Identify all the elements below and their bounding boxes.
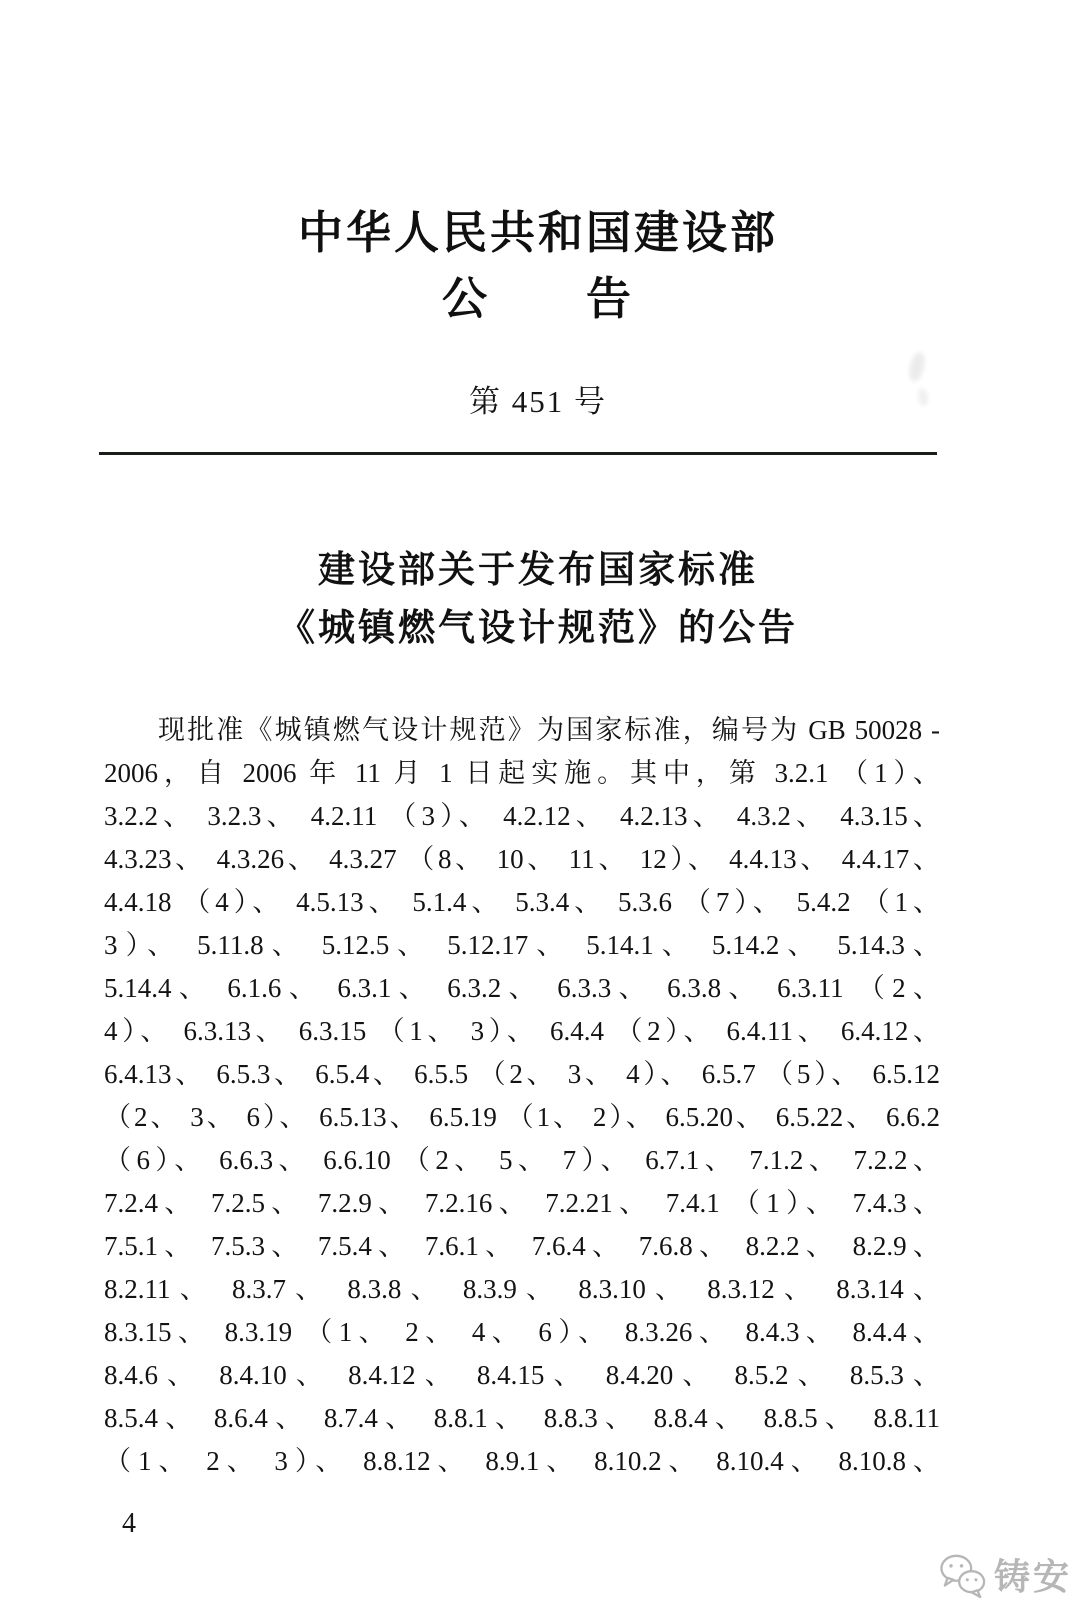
watermark: [938, 1549, 1072, 1600]
watermark-label: 铸安: [994, 1556, 1073, 1597]
announcement-title-line1: 建设部关于发布国家标准: [318, 549, 758, 590]
body-line: 4.3.23、 4.3.26、 4.3.27 （8、 10、 11、 12）、 4.4.13、 4.4.17、: [104, 844, 940, 874]
body-line: 4）、 6.3.13、 6.3.15 （1、 3）、 6.4.4 （2）、 6.4.11、 6.4.12、: [104, 1016, 940, 1046]
body-line: （2、 3、 6）、 6.5.13、 6.5.19 （1、 2）、 6.5.20、 6.5.22、 6.6.2: [104, 1102, 940, 1132]
body-line: 现批准《城镇燃气设计规范》为国家标准，编号为 GB 50028 -: [158, 715, 940, 745]
body-line: 8.5.4、 8.6.4、 8.7.4、 8.8.1、 8.8.3、 8.8.4、 8.8.5、 8.8.11: [104, 1403, 940, 1433]
header-doc-type: 公 告: [441, 273, 634, 324]
doc-number: 第 451 号: [469, 384, 607, 419]
body-line: 3.2.2、 3.2.3、 4.2.11 （3）、 4.2.12、 4.2.13、 4.3.2、 4.3.15、: [104, 801, 940, 831]
wechat-bubbles-icon: [938, 1552, 988, 1598]
body-line: 8.4.6、 8.4.10、 8.4.12、 8.4.15、 8.4.20、 8.5.2、 8.5.3、: [104, 1360, 940, 1390]
body-line: 2006，自 2006 年 11 月 1 日起实施。其中，第 3.2.1 （1）、: [104, 758, 940, 788]
header-org-name: 中华人民共和国建设部: [297, 207, 778, 258]
body-line: 6.4.13、 6.5.3、 6.5.4、 6.5.5 （2、 3、 4）、 6.5.7 （5）、 6.5.12: [104, 1059, 940, 1089]
body-line: （1、 2、 3）、 8.8.12、 8.9.1、 8.10.2、 8.10.4、 8.10.8、: [104, 1446, 940, 1476]
announcement-title: [0, 541, 1076, 657]
body-line: 8.3.15、 8.3.19 （1、 2、 4、 6）、 8.3.26、 8.4.3、 8.4.4、: [104, 1317, 940, 1347]
body-line: （6）、 6.6.3、 6.6.10 （2、 5、 7）、 6.7.1、 7.1.2、 7.2.2、: [104, 1145, 940, 1175]
body-line: 5.14.4、 6.1.6、 6.3.1、 6.3.2、 6.3.3、 6.3.8、 6.3.11 （2、: [104, 973, 940, 1003]
body-line: 4.4.18 （4）、 4.5.13、 5.1.4、 5.3.4、 5.3.6 （7）、 5.4.2 （1、: [104, 887, 940, 917]
announcement-title-line2: 《城镇燃气设计规范》的公告: [278, 607, 798, 648]
horizontal-rule: [99, 452, 937, 455]
body-line: 8.2.11、 8.3.7、 8.3.8、 8.3.9、 8.3.10、 8.3.12、 8.3.14、: [104, 1274, 940, 1304]
body-line: 7.5.1、 7.5.3、 7.5.4、 7.6.1、 7.6.4、 7.6.8、 8.2.2、 8.2.9、: [104, 1231, 940, 1261]
body-line: 3）、 5.11.8、 5.12.5、 5.12.17、 5.14.1、 5.14.2、 5.14.3、: [104, 930, 940, 960]
announcement-body: [104, 709, 940, 1483]
body-line: 7.2.4、 7.2.5、 7.2.9、 7.2.16、 7.2.21、 7.4.1 （1）、 7.4.3、: [104, 1188, 940, 1218]
page-number: 4: [122, 1508, 136, 1539]
